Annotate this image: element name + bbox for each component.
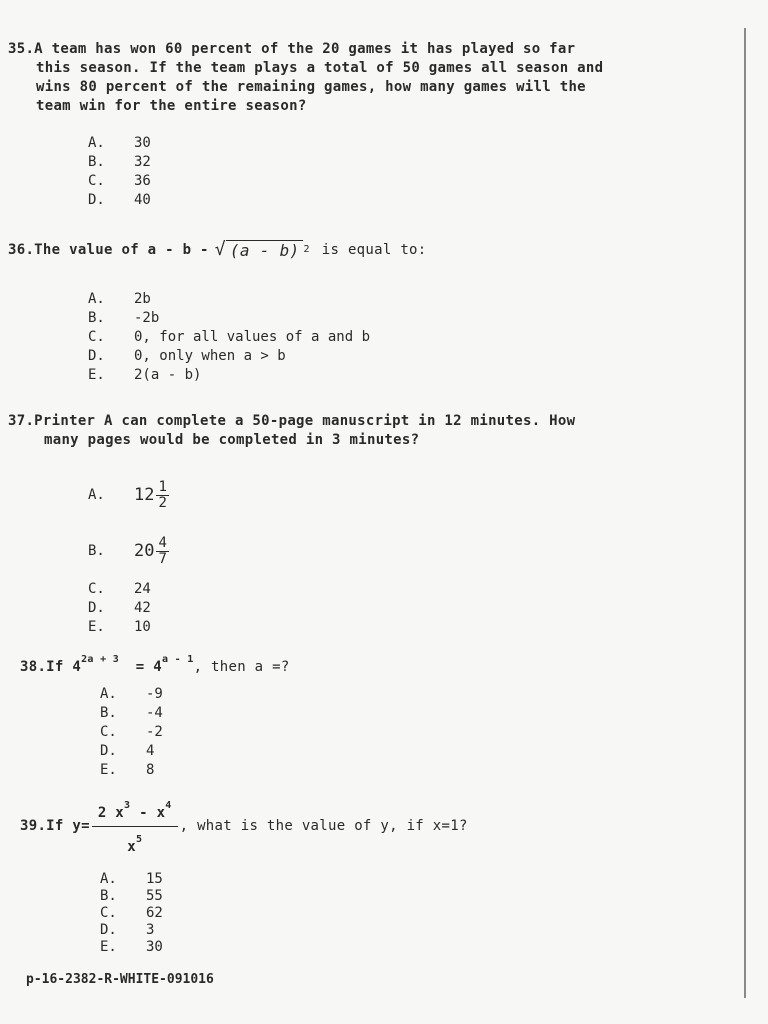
option-a: A. 2b <box>88 291 151 307</box>
option-c: C. 0, for all values of a and b <box>88 329 371 345</box>
question-stem: 37.Printer A can complete a 50-page manuscript in 12 minutes. How many pages would be completed in 3 minutes? <box>8 413 576 448</box>
question-35 <box>8 40 708 210</box>
option-c: C. 36 <box>88 173 151 189</box>
option-a: A. 15 <box>100 871 163 887</box>
option-c: C. -2 <box>100 724 163 740</box>
square-root: √ (a - b) 2 <box>214 239 310 260</box>
option-d: D. 40 <box>88 192 151 208</box>
question-39 <box>20 796 720 956</box>
answer-options <box>100 871 720 956</box>
option-e: E. 2(a - b) <box>88 367 202 383</box>
mixed-number: 12 $\frac{1}{2}$ <box>134 478 167 511</box>
option-b: B. 55 <box>100 888 163 904</box>
fraction: $\frac{1}{2}$ <box>158 478 167 511</box>
answer-options <box>88 290 708 385</box>
option-b: B. -4 <box>100 705 163 721</box>
question-38 <box>20 650 720 780</box>
option-e: E. 30 <box>100 939 163 955</box>
option-c: C. 24 <box>88 581 151 597</box>
option-b: B. 32 <box>88 154 151 170</box>
question-stem: 36.The value of a - b - √ (a - b) 2 is equal to: <box>8 239 427 260</box>
option-e: E. 10 <box>88 619 151 635</box>
answer-options <box>88 472 708 637</box>
fraction: $\frac{2 x^3 - x^4}{x^5}$ <box>92 796 178 857</box>
margin-rule <box>744 28 746 998</box>
question-stem: 38.If $4^{2a + 3} = 4^{a - 1}$, then a =? <box>20 654 290 675</box>
option-b: B. 20 $\frac{4}{7}$ <box>88 534 167 567</box>
question-36 <box>8 240 708 385</box>
fraction: $\frac{4}{7}$ <box>158 534 167 567</box>
option-a: A. 12 $\frac{1}{2}$ <box>88 478 167 511</box>
option-b: B. -2b <box>88 310 160 326</box>
option-c: C. 62 <box>100 905 163 921</box>
answer-options <box>88 134 708 210</box>
option-d: D. 4 <box>100 743 155 759</box>
mixed-number: 20 $\frac{4}{7}$ <box>134 534 167 567</box>
option-a: A. 30 <box>88 135 151 151</box>
question-stem: 39.If y= $\frac{2 x^3 - x^4}{x^5}$ , what is the value of y, if x=1? <box>20 796 720 857</box>
question-stem: 35.A team has won 60 percent of the 20 games it has played so far this season. If the team plays a total of 50 games all season and wins 80 percent of the remaining games, how many games will the team win for the entire season? <box>8 41 604 114</box>
option-d: D. 3 <box>100 922 155 938</box>
option-d: D. 0, only when a > b <box>88 348 286 364</box>
option-e: E. 8 <box>100 762 155 778</box>
answer-options <box>100 685 720 780</box>
option-a: A. -9 <box>100 686 163 702</box>
option-d: D. 42 <box>88 600 151 616</box>
radical-sign: √ <box>214 239 226 260</box>
page-footer-code: p-16-2382-R-WHITE-091016 <box>26 972 214 987</box>
question-37 <box>8 412 708 637</box>
